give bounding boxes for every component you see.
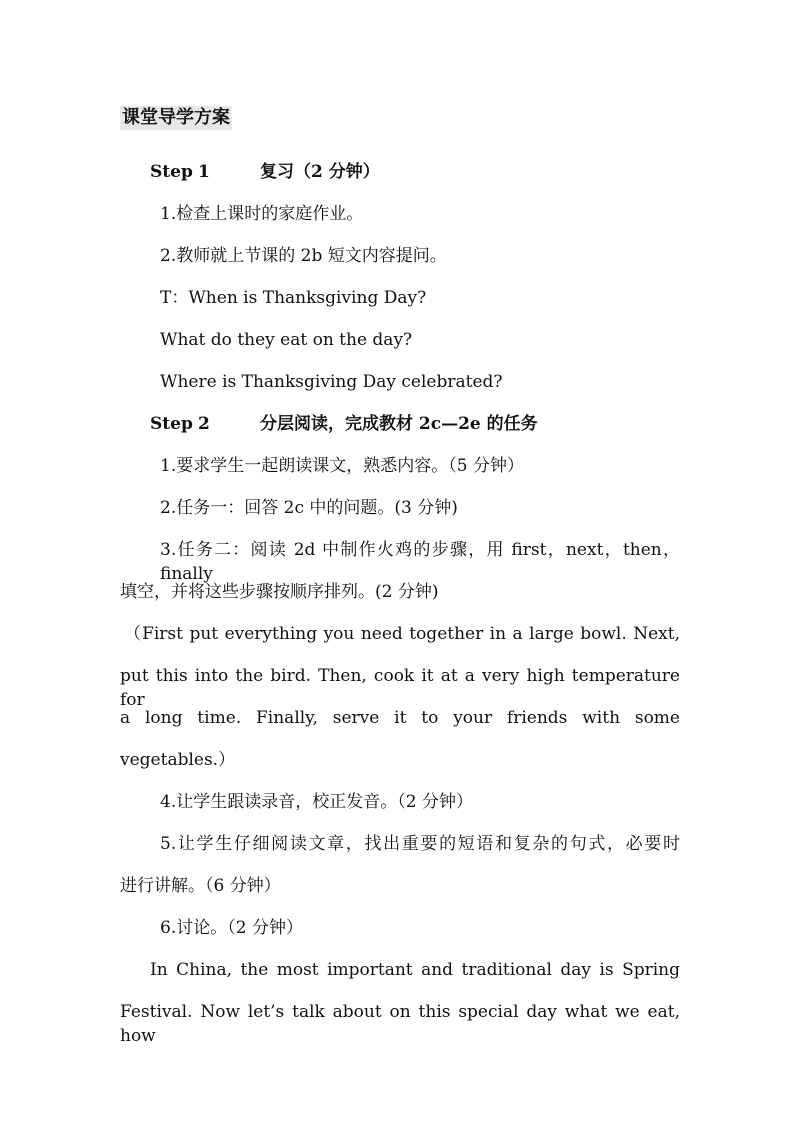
step1-heading (150, 160, 380, 184)
step2-item-1: 1.要求学生一起朗读课文，熟悉内容。（5 分钟） (160, 456, 524, 476)
step2-item-4: 4.让学生跟读录音，校正发音。（2 分钟） (160, 792, 473, 812)
step2-item-3-line-1: 3.任务二：阅读 2d 中制作火鸡的步骤，用 first，next，then，finally (160, 540, 680, 584)
step1-item-2: 2.教师就上节课的 2b 短文内容提问。 (160, 246, 447, 266)
discussion-line-1: In China, the most important and traditional day is Spring (150, 960, 680, 980)
step2-item-3-line-2: 填空，并将这些步骤按顺序排列。(2 分钟) (120, 582, 439, 602)
answer-line-3: a long time. Finally, serve it to your friends with some (120, 708, 680, 728)
step1-label: Step (150, 162, 193, 182)
step2-item-5-line-1: 5.让学生仔细阅读文章，找出重要的短语和复杂的句式，必要时 (160, 834, 680, 854)
step1-title: 复习（2 分钟） (260, 162, 380, 182)
step2-label: Step (150, 414, 193, 434)
answer-line-2: put this into the bird. Then, cook it at a very high temperature for (120, 666, 680, 710)
step2-item-5-line-2: 进行讲解。（6 分钟） (120, 876, 281, 896)
step1-number: 1 (198, 162, 210, 182)
step2-number: 2 (198, 414, 210, 434)
step2-item-2: 2.任务一：回答 2c 中的问题。(3 分钟) (160, 498, 458, 518)
step1-question-1: T：When is Thanksgiving Day? (160, 288, 427, 308)
document-title: 课堂导学方案 (122, 107, 230, 128)
step1-item-1: 1.检查上课时的家庭作业。 (160, 204, 364, 224)
step1-question-2: What do they eat on the day? (160, 330, 413, 350)
step2-title: 分层阅读，完成教材 2c—2e 的任务 (260, 414, 538, 434)
answer-line-4: vegetables.） (120, 750, 236, 770)
step2-heading (150, 412, 538, 436)
step1-question-3: Where is Thanksgiving Day celebrated? (160, 372, 503, 392)
discussion-line-2: Festival. Now let’s talk about on this special day what we eat, how (120, 1002, 680, 1046)
step2-item-6: 6.讨论。（2 分钟） (160, 918, 303, 938)
answer-line-1: （First put everything you need together in a large bowl. Next, (124, 624, 680, 644)
